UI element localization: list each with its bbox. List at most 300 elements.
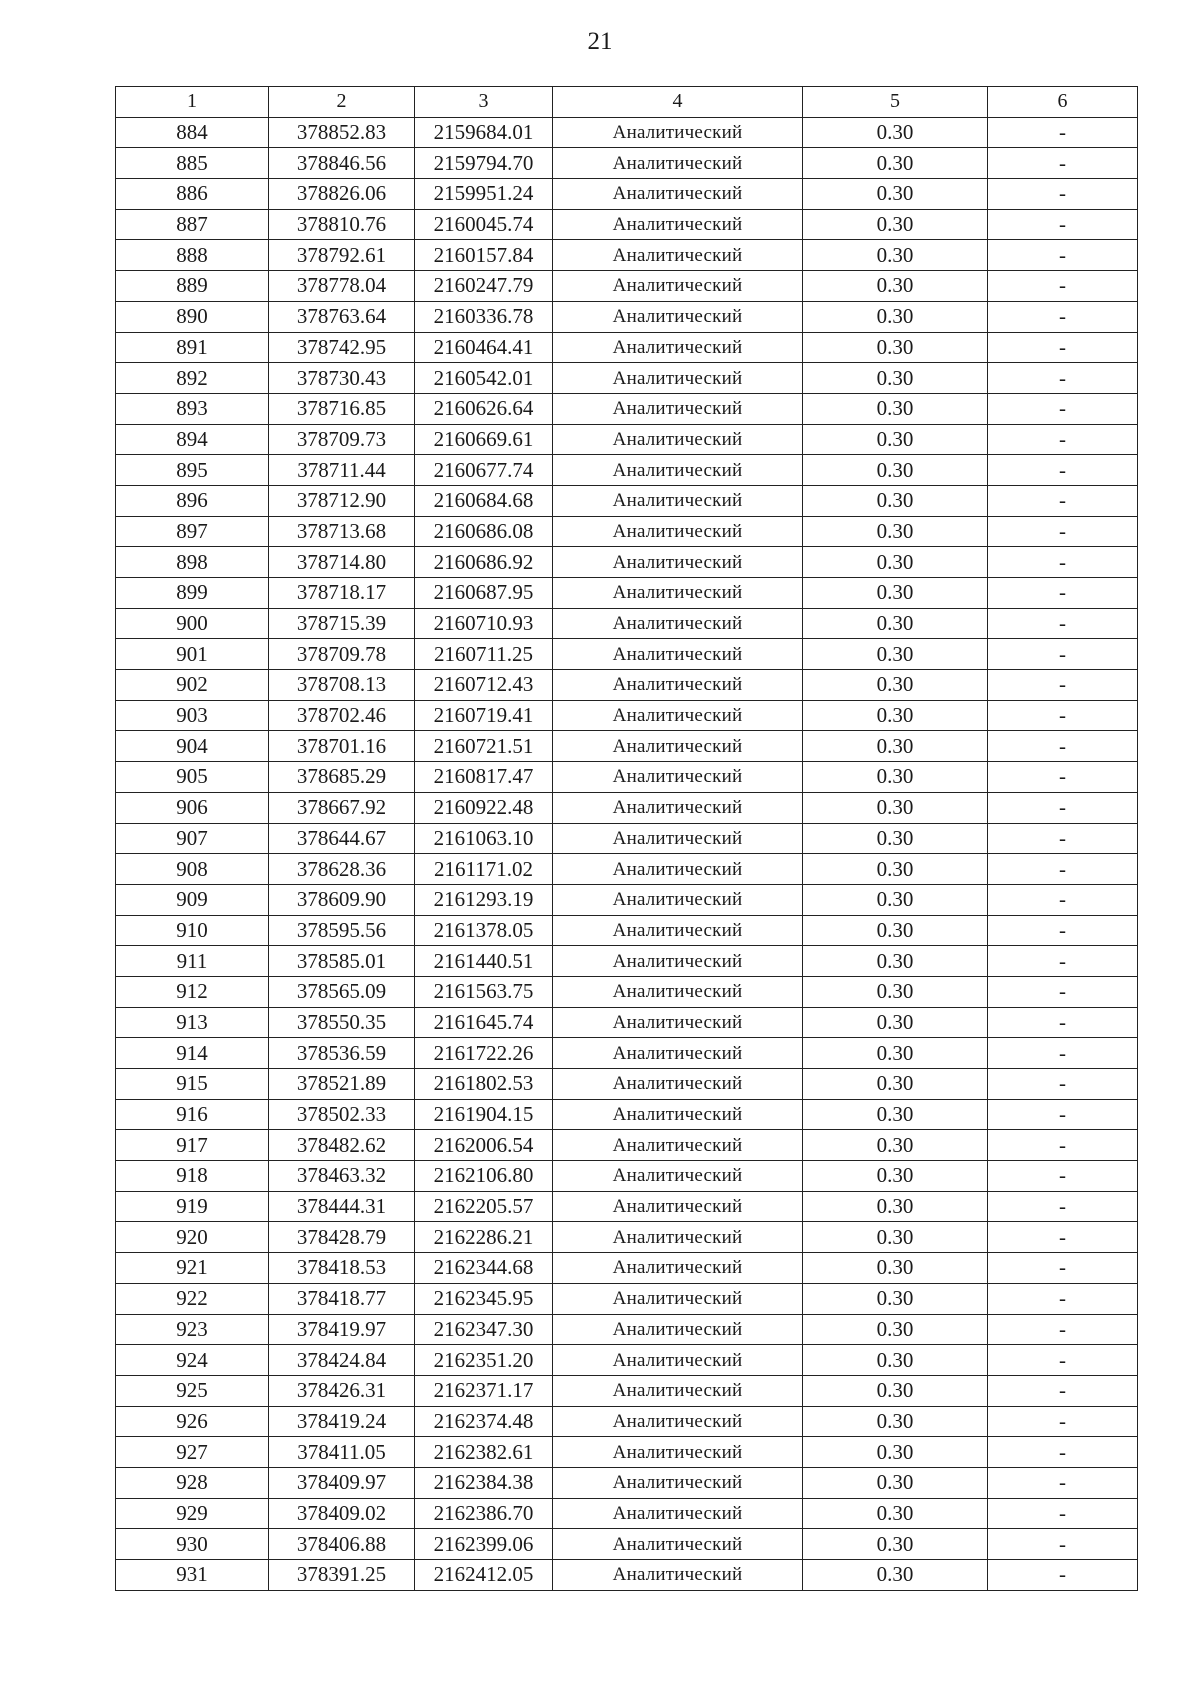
table-row [116, 1437, 1138, 1468]
x-coordinate-cell: 378411.05 [269, 1437, 415, 1468]
note-cell: - [988, 1161, 1138, 1192]
method-cell: Аналитический [553, 854, 803, 885]
y-coordinate-cell: 2160684.68 [415, 485, 553, 516]
y-coordinate-cell: 2160686.92 [415, 547, 553, 578]
y-coordinate-cell: 2162205.57 [415, 1191, 553, 1222]
note-cell: - [988, 1191, 1138, 1222]
point-number-cell: 917 [116, 1130, 269, 1161]
note-cell: - [988, 1007, 1138, 1038]
point-number-cell: 889 [116, 271, 269, 302]
y-coordinate-cell: 2160247.79 [415, 271, 553, 302]
y-coordinate-cell: 2160626.64 [415, 393, 553, 424]
accuracy-cell: 0.30 [803, 547, 988, 578]
point-number-cell: 925 [116, 1375, 269, 1406]
method-cell: Аналитический [553, 976, 803, 1007]
accuracy-cell: 0.30 [803, 946, 988, 977]
y-coordinate-cell: 2161378.05 [415, 915, 553, 946]
accuracy-cell: 0.30 [803, 1498, 988, 1529]
method-cell: Аналитический [553, 547, 803, 578]
y-coordinate-cell: 2160336.78 [415, 301, 553, 332]
y-coordinate-cell: 2162371.17 [415, 1375, 553, 1406]
note-cell: - [988, 823, 1138, 854]
table-row [116, 363, 1138, 394]
x-coordinate-cell: 378585.01 [269, 946, 415, 977]
table-row [116, 547, 1138, 578]
note-cell: - [988, 1038, 1138, 1069]
point-number-cell: 911 [116, 946, 269, 977]
point-number-cell: 884 [116, 117, 269, 148]
table-row [116, 854, 1138, 885]
y-coordinate-cell: 2162006.54 [415, 1130, 553, 1161]
y-coordinate-cell: 2161171.02 [415, 854, 553, 885]
table-row [116, 1007, 1138, 1038]
x-coordinate-cell: 378713.68 [269, 516, 415, 547]
note-cell: - [988, 179, 1138, 210]
table-row [116, 1498, 1138, 1529]
table-row [116, 1191, 1138, 1222]
table-row [116, 1099, 1138, 1130]
method-cell: Аналитический [553, 1069, 803, 1100]
x-coordinate-cell: 378444.31 [269, 1191, 415, 1222]
note-cell: - [988, 332, 1138, 363]
point-number-cell: 908 [116, 854, 269, 885]
note-cell: - [988, 1130, 1138, 1161]
y-coordinate-cell: 2160710.93 [415, 608, 553, 639]
x-coordinate-cell: 378846.56 [269, 148, 415, 179]
note-cell: - [988, 1375, 1138, 1406]
point-number-cell: 886 [116, 179, 269, 210]
method-cell: Аналитический [553, 1314, 803, 1345]
method-cell: Аналитический [553, 670, 803, 701]
x-coordinate-cell: 378763.64 [269, 301, 415, 332]
method-cell: Аналитический [553, 1161, 803, 1192]
point-number-cell: 909 [116, 884, 269, 915]
y-coordinate-cell: 2160817.47 [415, 762, 553, 793]
point-number-cell: 887 [116, 209, 269, 240]
y-coordinate-cell: 2160711.25 [415, 639, 553, 670]
accuracy-cell: 0.30 [803, 179, 988, 210]
note-cell: - [988, 946, 1138, 977]
accuracy-cell: 0.30 [803, 578, 988, 609]
note-cell: - [988, 209, 1138, 240]
y-coordinate-cell: 2160687.95 [415, 578, 553, 609]
point-number-cell: 919 [116, 1191, 269, 1222]
accuracy-cell: 0.30 [803, 731, 988, 762]
note-cell: - [988, 1099, 1138, 1130]
note-cell: - [988, 516, 1138, 547]
method-cell: Аналитический [553, 1099, 803, 1130]
table-row [116, 762, 1138, 793]
note-cell: - [988, 700, 1138, 731]
y-coordinate-cell: 2159684.01 [415, 117, 553, 148]
method-cell: Аналитический [553, 1406, 803, 1437]
x-coordinate-cell: 378718.17 [269, 578, 415, 609]
point-number-cell: 897 [116, 516, 269, 547]
x-coordinate-cell: 378428.79 [269, 1222, 415, 1253]
method-cell: Аналитический [553, 1038, 803, 1069]
point-number-cell: 929 [116, 1498, 269, 1529]
accuracy-cell: 0.30 [803, 792, 988, 823]
method-cell: Аналитический [553, 1345, 803, 1376]
accuracy-cell: 0.30 [803, 700, 988, 731]
table-row [116, 1314, 1138, 1345]
method-cell: Аналитический [553, 332, 803, 363]
note-cell: - [988, 1406, 1138, 1437]
method-cell: Аналитический [553, 485, 803, 516]
table-row [116, 148, 1138, 179]
accuracy-cell: 0.30 [803, 670, 988, 701]
point-number-cell: 914 [116, 1038, 269, 1069]
x-coordinate-cell: 378644.67 [269, 823, 415, 854]
accuracy-cell: 0.30 [803, 393, 988, 424]
note-cell: - [988, 670, 1138, 701]
x-coordinate-cell: 378521.89 [269, 1069, 415, 1100]
point-number-cell: 896 [116, 485, 269, 516]
method-cell: Аналитический [553, 608, 803, 639]
table-row [116, 117, 1138, 148]
x-coordinate-cell: 378716.85 [269, 393, 415, 424]
accuracy-cell: 0.30 [803, 117, 988, 148]
x-coordinate-cell: 378482.62 [269, 1130, 415, 1161]
method-cell: Аналитический [553, 1007, 803, 1038]
note-cell: - [988, 393, 1138, 424]
y-coordinate-cell: 2160721.51 [415, 731, 553, 762]
x-coordinate-cell: 378628.36 [269, 854, 415, 885]
y-coordinate-cell: 2162106.80 [415, 1161, 553, 1192]
note-cell: - [988, 578, 1138, 609]
point-number-cell: 924 [116, 1345, 269, 1376]
y-coordinate-cell: 2161293.19 [415, 884, 553, 915]
point-number-cell: 927 [116, 1437, 269, 1468]
method-cell: Аналитический [553, 1375, 803, 1406]
table-row [116, 393, 1138, 424]
note-cell: - [988, 148, 1138, 179]
method-cell: Аналитический [553, 393, 803, 424]
accuracy-cell: 0.30 [803, 1130, 988, 1161]
accuracy-cell: 0.30 [803, 639, 988, 670]
y-coordinate-cell: 2160464.41 [415, 332, 553, 363]
note-cell: - [988, 976, 1138, 1007]
y-coordinate-cell: 2161563.75 [415, 976, 553, 1007]
point-number-cell: 916 [116, 1099, 269, 1130]
y-coordinate-cell: 2160677.74 [415, 455, 553, 486]
table-row [116, 1069, 1138, 1100]
point-number-cell: 904 [116, 731, 269, 762]
method-cell: Аналитический [553, 240, 803, 271]
x-coordinate-cell: 378701.16 [269, 731, 415, 762]
y-coordinate-cell: 2162344.68 [415, 1253, 553, 1284]
accuracy-cell: 0.30 [803, 1222, 988, 1253]
table-row [116, 1375, 1138, 1406]
point-number-cell: 907 [116, 823, 269, 854]
point-number-cell: 899 [116, 578, 269, 609]
point-number-cell: 890 [116, 301, 269, 332]
point-number-cell: 920 [116, 1222, 269, 1253]
table-row [116, 1529, 1138, 1560]
table-row [116, 700, 1138, 731]
y-coordinate-cell: 2161440.51 [415, 946, 553, 977]
y-coordinate-cell: 2162384.38 [415, 1467, 553, 1498]
y-coordinate-cell: 2162345.95 [415, 1283, 553, 1314]
table-row [116, 179, 1138, 210]
y-coordinate-cell: 2161802.53 [415, 1069, 553, 1100]
accuracy-cell: 0.30 [803, 209, 988, 240]
note-cell: - [988, 639, 1138, 670]
point-number-cell: 910 [116, 915, 269, 946]
x-coordinate-cell: 378742.95 [269, 332, 415, 363]
point-number-cell: 918 [116, 1161, 269, 1192]
method-cell: Аналитический [553, 209, 803, 240]
accuracy-cell: 0.30 [803, 1529, 988, 1560]
table-row [116, 485, 1138, 516]
x-coordinate-cell: 378502.33 [269, 1099, 415, 1130]
x-coordinate-cell: 378826.06 [269, 179, 415, 210]
x-coordinate-cell: 378391.25 [269, 1560, 415, 1591]
accuracy-cell: 0.30 [803, 1314, 988, 1345]
accuracy-cell: 0.30 [803, 424, 988, 455]
x-coordinate-cell: 378711.44 [269, 455, 415, 486]
page-number: 21 [587, 28, 613, 55]
table-row [116, 1345, 1138, 1376]
method-cell: Аналитический [553, 455, 803, 486]
note-cell: - [988, 424, 1138, 455]
accuracy-cell: 0.30 [803, 762, 988, 793]
note-cell: - [988, 762, 1138, 793]
x-coordinate-cell: 378550.35 [269, 1007, 415, 1038]
note-cell: - [988, 1222, 1138, 1253]
accuracy-cell: 0.30 [803, 1253, 988, 1284]
y-coordinate-cell: 2161722.26 [415, 1038, 553, 1069]
table-row [116, 455, 1138, 486]
note-cell: - [988, 1498, 1138, 1529]
table-row [116, 1161, 1138, 1192]
x-coordinate-cell: 378709.73 [269, 424, 415, 455]
note-cell: - [988, 301, 1138, 332]
table-row [116, 578, 1138, 609]
y-coordinate-cell: 2162374.48 [415, 1406, 553, 1437]
accuracy-cell: 0.30 [803, 363, 988, 394]
header-row [116, 87, 1138, 118]
table-row [116, 1038, 1138, 1069]
table-row [116, 1283, 1138, 1314]
point-number-cell: 900 [116, 608, 269, 639]
table-row [116, 271, 1138, 302]
column-header-3: 3 [415, 87, 553, 118]
point-number-cell: 915 [116, 1069, 269, 1100]
method-cell: Аналитический [553, 148, 803, 179]
method-cell: Аналитический [553, 823, 803, 854]
y-coordinate-cell: 2162382.61 [415, 1437, 553, 1468]
x-coordinate-cell: 378418.53 [269, 1253, 415, 1284]
note-cell: - [988, 884, 1138, 915]
table-row [116, 1253, 1138, 1284]
y-coordinate-cell: 2160686.08 [415, 516, 553, 547]
y-coordinate-cell: 2161063.10 [415, 823, 553, 854]
x-coordinate-cell: 378708.13 [269, 670, 415, 701]
method-cell: Аналитический [553, 915, 803, 946]
table-row [116, 946, 1138, 977]
accuracy-cell: 0.30 [803, 1375, 988, 1406]
accuracy-cell: 0.30 [803, 1191, 988, 1222]
x-coordinate-cell: 378536.59 [269, 1038, 415, 1069]
method-cell: Аналитический [553, 762, 803, 793]
coordinates-table [115, 86, 1138, 1591]
table-row [116, 1222, 1138, 1253]
x-coordinate-cell: 378792.61 [269, 240, 415, 271]
note-cell: - [988, 915, 1138, 946]
x-coordinate-cell: 378609.90 [269, 884, 415, 915]
method-cell: Аналитический [553, 1253, 803, 1284]
y-coordinate-cell: 2162347.30 [415, 1314, 553, 1345]
point-number-cell: 905 [116, 762, 269, 793]
x-coordinate-cell: 378565.09 [269, 976, 415, 1007]
accuracy-cell: 0.30 [803, 854, 988, 885]
method-cell: Аналитический [553, 792, 803, 823]
method-cell: Аналитический [553, 1560, 803, 1591]
point-number-cell: 893 [116, 393, 269, 424]
y-coordinate-cell: 2160922.48 [415, 792, 553, 823]
accuracy-cell: 0.30 [803, 915, 988, 946]
method-cell: Аналитический [553, 884, 803, 915]
method-cell: Аналитический [553, 946, 803, 977]
x-coordinate-cell: 378426.31 [269, 1375, 415, 1406]
note-cell: - [988, 1253, 1138, 1284]
table-row [116, 915, 1138, 946]
method-cell: Аналитический [553, 731, 803, 762]
x-coordinate-cell: 378712.90 [269, 485, 415, 516]
x-coordinate-cell: 378730.43 [269, 363, 415, 394]
accuracy-cell: 0.30 [803, 1038, 988, 1069]
note-cell: - [988, 608, 1138, 639]
point-number-cell: 923 [116, 1314, 269, 1345]
accuracy-cell: 0.30 [803, 332, 988, 363]
table-row [116, 976, 1138, 1007]
y-coordinate-cell: 2160719.41 [415, 700, 553, 731]
accuracy-cell: 0.30 [803, 1007, 988, 1038]
accuracy-cell: 0.30 [803, 1437, 988, 1468]
accuracy-cell: 0.30 [803, 455, 988, 486]
column-header-5: 5 [803, 87, 988, 118]
note-cell: - [988, 363, 1138, 394]
note-cell: - [988, 455, 1138, 486]
x-coordinate-cell: 378419.24 [269, 1406, 415, 1437]
table-row [116, 1406, 1138, 1437]
point-number-cell: 903 [116, 700, 269, 731]
method-cell: Аналитический [553, 1222, 803, 1253]
table-row [116, 332, 1138, 363]
accuracy-cell: 0.30 [803, 608, 988, 639]
y-coordinate-cell: 2160157.84 [415, 240, 553, 271]
method-cell: Аналитический [553, 179, 803, 210]
method-cell: Аналитический [553, 424, 803, 455]
table-row [116, 1467, 1138, 1498]
table-row [116, 240, 1138, 271]
x-coordinate-cell: 378810.76 [269, 209, 415, 240]
note-cell: - [988, 731, 1138, 762]
point-number-cell: 912 [116, 976, 269, 1007]
method-cell: Аналитический [553, 271, 803, 302]
method-cell: Аналитический [553, 1529, 803, 1560]
method-cell: Аналитический [553, 301, 803, 332]
note-cell: - [988, 1283, 1138, 1314]
point-number-cell: 930 [116, 1529, 269, 1560]
point-number-cell: 926 [116, 1406, 269, 1437]
y-coordinate-cell: 2162399.06 [415, 1529, 553, 1560]
note-cell: - [988, 854, 1138, 885]
table-body [116, 117, 1138, 1590]
x-coordinate-cell: 378409.97 [269, 1467, 415, 1498]
point-number-cell: 888 [116, 240, 269, 271]
table-row [116, 639, 1138, 670]
x-coordinate-cell: 378409.02 [269, 1498, 415, 1529]
y-coordinate-cell: 2159951.24 [415, 179, 553, 210]
accuracy-cell: 0.30 [803, 516, 988, 547]
accuracy-cell: 0.30 [803, 148, 988, 179]
point-number-cell: 894 [116, 424, 269, 455]
table-row [116, 608, 1138, 639]
method-cell: Аналитический [553, 1498, 803, 1529]
table-row [116, 792, 1138, 823]
accuracy-cell: 0.30 [803, 485, 988, 516]
point-number-cell: 913 [116, 1007, 269, 1038]
x-coordinate-cell: 378418.77 [269, 1283, 415, 1314]
method-cell: Аналитический [553, 639, 803, 670]
y-coordinate-cell: 2159794.70 [415, 148, 553, 179]
method-cell: Аналитический [553, 117, 803, 148]
note-cell: - [988, 271, 1138, 302]
y-coordinate-cell: 2160712.43 [415, 670, 553, 701]
accuracy-cell: 0.30 [803, 1560, 988, 1591]
y-coordinate-cell: 2160045.74 [415, 209, 553, 240]
method-cell: Аналитический [553, 1191, 803, 1222]
accuracy-cell: 0.30 [803, 823, 988, 854]
accuracy-cell: 0.30 [803, 1406, 988, 1437]
note-cell: - [988, 1467, 1138, 1498]
x-coordinate-cell: 378419.97 [269, 1314, 415, 1345]
x-coordinate-cell: 378714.80 [269, 547, 415, 578]
note-cell: - [988, 1437, 1138, 1468]
x-coordinate-cell: 378709.78 [269, 639, 415, 670]
table-row [116, 731, 1138, 762]
x-coordinate-cell: 378595.56 [269, 915, 415, 946]
method-cell: Аналитический [553, 1437, 803, 1468]
table-row [116, 1560, 1138, 1591]
note-cell: - [988, 1069, 1138, 1100]
table-row [116, 1130, 1138, 1161]
note-cell: - [988, 792, 1138, 823]
x-coordinate-cell: 378463.32 [269, 1161, 415, 1192]
x-coordinate-cell: 378406.88 [269, 1529, 415, 1560]
point-number-cell: 895 [116, 455, 269, 486]
note-cell: - [988, 117, 1138, 148]
accuracy-cell: 0.30 [803, 240, 988, 271]
table-header [116, 87, 1138, 118]
method-cell: Аналитический [553, 1130, 803, 1161]
x-coordinate-cell: 378715.39 [269, 608, 415, 639]
accuracy-cell: 0.30 [803, 1467, 988, 1498]
x-coordinate-cell: 378667.92 [269, 792, 415, 823]
accuracy-cell: 0.30 [803, 976, 988, 1007]
y-coordinate-cell: 2160542.01 [415, 363, 553, 394]
method-cell: Аналитический [553, 516, 803, 547]
table-row [116, 209, 1138, 240]
method-cell: Аналитический [553, 1467, 803, 1498]
point-number-cell: 922 [116, 1283, 269, 1314]
method-cell: Аналитический [553, 1283, 803, 1314]
point-number-cell: 885 [116, 148, 269, 179]
table-row [116, 516, 1138, 547]
accuracy-cell: 0.30 [803, 1069, 988, 1100]
